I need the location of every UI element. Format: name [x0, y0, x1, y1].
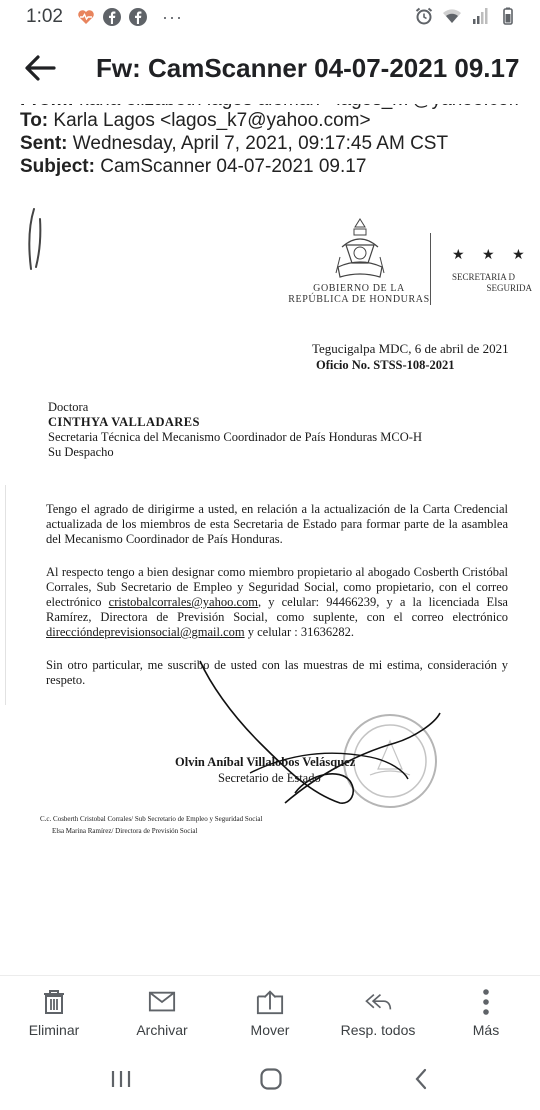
- archive-icon: [148, 989, 176, 1015]
- more-vertical-icon: [481, 988, 491, 1016]
- paperclip-mark: [20, 205, 50, 275]
- subject-line: [20, 155, 520, 178]
- battery-icon: [498, 6, 518, 26]
- paragraph-3: Sin otro particular, me suscribo de usted con las muestras de mi estima, consideración y respeto.: [46, 658, 508, 687]
- carbon-copy-list: C.c. Cosberth Cristobal Corrales/ Sub Secretario de Empleo y Seguridad Social Elsa Marina Ramírez/ Directora de Previsión Social: [40, 815, 263, 835]
- trash-icon: [41, 989, 67, 1015]
- to-label: To:: [20, 110, 49, 131]
- handwritten-signature: [190, 653, 450, 813]
- reply-all-button[interactable]: Resp. todos: [324, 976, 432, 1047]
- subject-label: Subject:: [20, 156, 95, 177]
- back-button[interactable]: [20, 48, 60, 88]
- signal-icon: [470, 6, 490, 26]
- recipient-role: Secretaria Técnica del Mecanismo Coordinador de País Honduras MCO-H: [48, 430, 422, 444]
- move-button[interactable]: Mover: [216, 976, 324, 1047]
- sent-value: Wednesday, April 7, 2021, 09:17:45 AM CST: [72, 133, 449, 154]
- alarm-icon: [414, 6, 434, 26]
- secretaria-letterhead: SECRETARIA D SEGURIDA: [452, 272, 532, 293]
- recipient-title: Doctora: [48, 400, 89, 414]
- back-arrow-icon: [24, 54, 56, 82]
- email-link-prevision[interactable]: direccióndeprevisionsocial@gmail.com: [46, 625, 245, 639]
- home-icon: [259, 1067, 283, 1091]
- recents-button[interactable]: [106, 1064, 136, 1094]
- nav-back-button[interactable]: [406, 1064, 436, 1094]
- coat-of-arms-logo: [330, 217, 390, 281]
- recipient-name: CINTHYA VALLADARES: [48, 415, 200, 429]
- facebook-icon: [102, 7, 122, 27]
- signer-role: Secretario de Estado: [218, 771, 321, 785]
- move-icon: [256, 988, 284, 1016]
- status-more-dots: ···: [162, 7, 183, 27]
- more-button[interactable]: Más: [432, 976, 540, 1047]
- system-nav-bar: [0, 1047, 540, 1110]
- email-action-bar: [0, 975, 540, 1047]
- reply-all-icon: [364, 989, 392, 1015]
- paragraph-1: Tengo el agrado de dirigirme a usted, en relación a la actualización de la Carta Credencial actualizada de los miembros de esta Secretaria de Estado para formar parte de la asamblea del Mecanismo Coordinador de País Honduras.: [46, 502, 508, 546]
- scroll-edge: [0, 485, 6, 705]
- oficio-number: Oficio No. STSS-108-2021: [316, 358, 455, 372]
- sent-label: Sent:: [20, 133, 68, 154]
- email-header: [20, 95, 520, 178]
- letter-date: Tegucigalpa MDC, 6 de abril de 2021: [312, 341, 509, 356]
- heart-pulse-icon: [76, 7, 96, 27]
- recipient-block: [48, 400, 422, 460]
- facebook-icon: [128, 7, 148, 27]
- status-time: 1:02: [26, 6, 63, 27]
- signer-name: Olvin Aníbal Villalobos Velásquez: [175, 755, 356, 769]
- wifi-icon: [442, 6, 462, 26]
- recipient-office: Su Despacho: [48, 445, 114, 459]
- delete-button[interactable]: Eliminar: [0, 976, 108, 1047]
- subject-value: CamScanner 04-07-2021 09.17: [100, 156, 367, 177]
- home-button[interactable]: [256, 1064, 286, 1094]
- to-value: Karla Lagos <lagos_k7@yahoo.com>: [53, 110, 371, 131]
- paragraph-2: Al respecto tengo a bien designar como miembro propietario al abogado Cosberth Cristóbal Corrales, Sub Secretario de Empleo y Seguridad Social, como propietario, con el correo electrónico cristobalcorrales@yahoo.com, y celular: 94466239, y a la licenciada Elsa Ramírez, Directora de Previsión Social, como suplente, con el correo electrónico direccióndeprevisionsocial@gmail.com y celular : 31636282.: [46, 565, 508, 639]
- to-line: [20, 109, 520, 132]
- letterhead-divider: [430, 233, 431, 305]
- letterhead-stars: ★ ★ ★: [452, 248, 532, 263]
- government-letterhead: GOBIERNO DE LA REPÚBLICA DE HONDURAS: [288, 283, 430, 305]
- recents-icon: [110, 1069, 132, 1089]
- email-subject-title: Fw: CamScanner 04-07-2021 09.17: [96, 53, 520, 83]
- status-bar: [0, 0, 540, 34]
- scanned-document[interactable]: [0, 195, 540, 975]
- archive-button[interactable]: Archivar: [108, 976, 216, 1047]
- email-link-corrales[interactable]: cristobalcorrales@yahoo.com: [108, 595, 258, 609]
- app-bar: [0, 34, 540, 104]
- nav-back-icon: [413, 1067, 429, 1091]
- sent-line: [20, 132, 520, 155]
